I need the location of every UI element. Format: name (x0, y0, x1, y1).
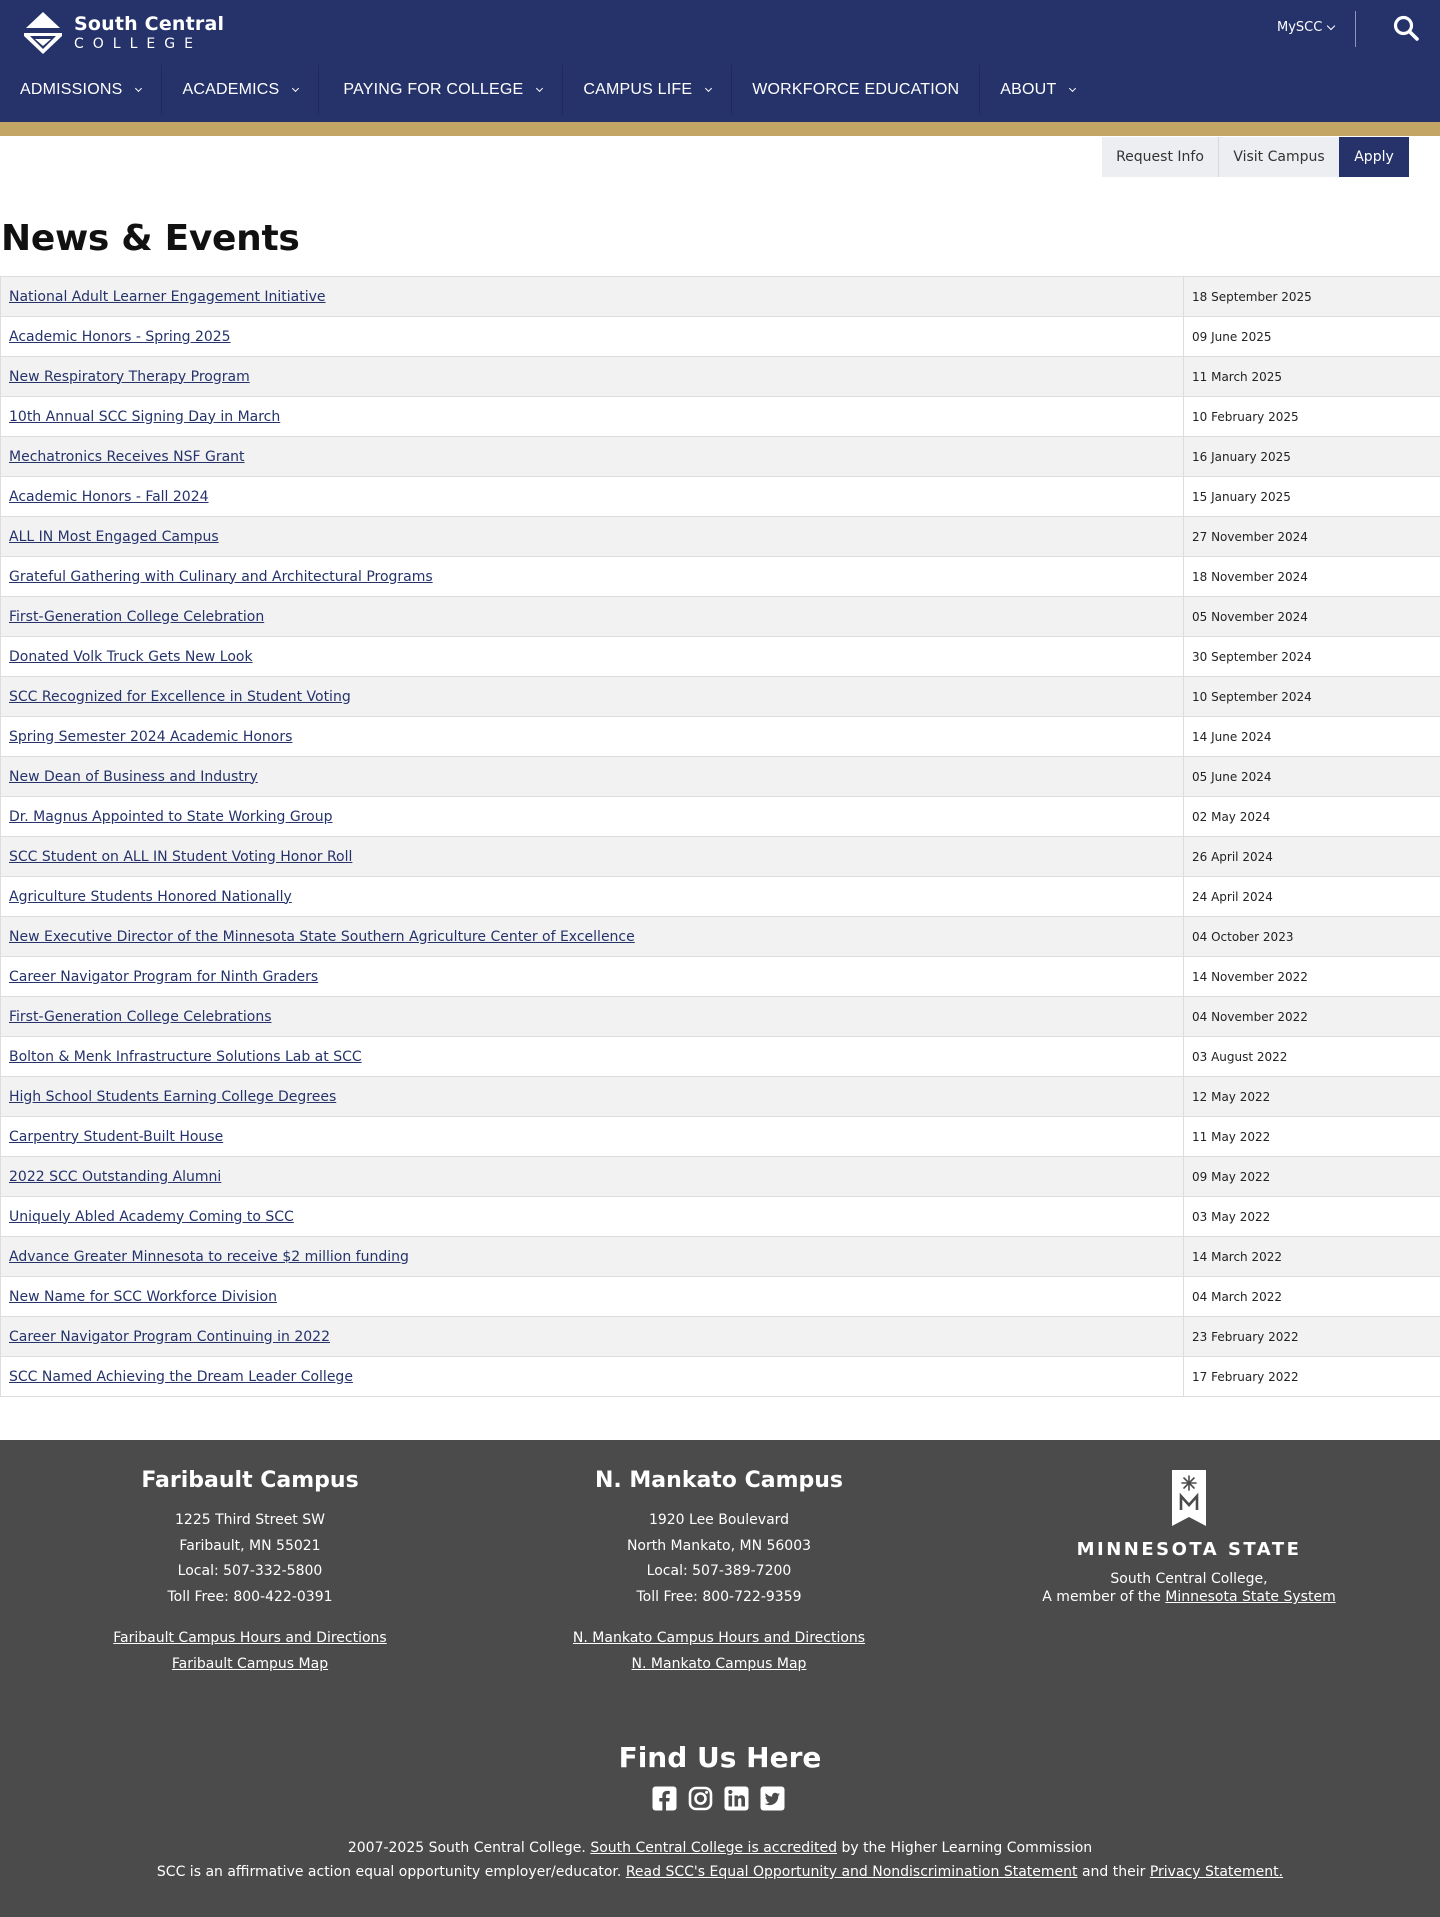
faribault-campus (20, 1466, 480, 1677)
news-table (0, 276, 1440, 1397)
news-title-cell (1, 1077, 1184, 1117)
news-link[interactable]: Career Navigator Program for Ninth Graders (9, 968, 319, 985)
news-date: 14 November 2022 (1192, 969, 1308, 984)
table-row (1, 1197, 1440, 1237)
news-date-cell (1184, 477, 1440, 517)
news-date: 10 September 2024 (1192, 689, 1312, 704)
news-title-cell (1, 717, 1184, 757)
faribault-local-phone: Local: 507-332-5800 (177, 1563, 323, 1579)
faribault-campus-title: Faribault Campus (141, 1468, 359, 1493)
nav-campus-life[interactable] (563, 65, 732, 115)
table-row (1, 517, 1440, 557)
logo-text (74, 15, 224, 51)
table-row (1, 1317, 1440, 1357)
news-title-cell (1, 557, 1184, 597)
news-link[interactable]: First-Generation College Celebrations (9, 1008, 272, 1025)
news-link[interactable]: Dr. Magnus Appointed to State Working Group (9, 808, 333, 825)
news-date: 10 February 2025 (1192, 409, 1299, 424)
mankato-address1: 1920 Lee Boulevard (648, 1512, 790, 1528)
news-date: 16 January 2025 (1192, 449, 1291, 464)
news-link[interactable]: 2022 SCC Outstanding Alumni (9, 1168, 222, 1185)
mankato-links (489, 1625, 949, 1677)
news-date: 04 November 2022 (1192, 1009, 1308, 1024)
member-statement (1029, 1570, 1349, 1606)
news-date-cell (1184, 997, 1440, 1037)
news-date-cell (1184, 557, 1440, 597)
nav-about-label: ABOUT (1000, 81, 1057, 98)
table-row (1, 317, 1440, 357)
news-date: 03 May 2022 (1192, 1209, 1271, 1224)
news-date-cell (1184, 717, 1440, 757)
member-line1: South Central College, (1110, 1571, 1268, 1587)
faribault-map-link[interactable]: Faribault Campus Map (171, 1656, 329, 1672)
instagram-icon (688, 1786, 713, 1811)
chevron-down-icon (135, 85, 142, 92)
news-date: 24 April 2024 (1192, 889, 1273, 904)
news-date-cell (1184, 837, 1440, 877)
table-row (1, 277, 1440, 317)
table-row (1, 677, 1440, 717)
news-title-cell (1, 797, 1184, 837)
news-link[interactable]: Bolton & Menk Infrastructure Solutions Lab at SCC (9, 1048, 362, 1065)
news-date: 11 March 2025 (1192, 369, 1283, 384)
table-row (1, 1357, 1440, 1397)
chevron-down-icon (292, 85, 299, 92)
news-date: 30 September 2024 (1192, 649, 1312, 664)
table-row (1, 997, 1440, 1037)
news-date-cell (1184, 1117, 1440, 1157)
news-link[interactable]: SCC Recognized for Excellence in Student Voting (9, 688, 351, 705)
news-title-cell (1, 1237, 1184, 1277)
social-links (652, 1786, 785, 1811)
news-link[interactable]: Advance Greater Minnesota to receive $2 million funding (9, 1248, 409, 1265)
news-date-cell (1184, 1157, 1440, 1197)
news-link[interactable]: New Dean of Business and Industry (9, 768, 258, 785)
south-central-college-logo-icon (22, 11, 64, 55)
news-title-cell (1, 757, 1184, 797)
mankato-address2: North Mankato, MN 56003 (626, 1537, 812, 1554)
table-row (1, 1277, 1440, 1317)
find-us-heading: Find Us Here (618, 1741, 822, 1774)
nav-paying-for-college[interactable] (319, 65, 563, 115)
news-date-cell (1184, 357, 1440, 397)
nav-academics[interactable] (162, 65, 319, 115)
news-title-cell (1, 597, 1184, 637)
news-link[interactable]: New Respiratory Therapy Program (9, 368, 250, 385)
news-title-cell (1, 837, 1184, 877)
news-link[interactable]: New Executive Director of the Minnesota State Southern Agriculture Center of Excellence (9, 928, 635, 945)
news-title-cell (1, 397, 1184, 437)
faribault-hours-link[interactable]: Faribault Campus Hours and Directions (113, 1630, 387, 1646)
myscc-label: MySCC (1277, 20, 1323, 35)
table-row (1, 717, 1440, 757)
table-row (1, 1077, 1440, 1117)
news-date: 14 March 2022 (1192, 1249, 1283, 1264)
apply-button[interactable]: Apply (1339, 137, 1409, 177)
chevron-down-icon (536, 85, 543, 92)
faribault-links (20, 1625, 480, 1677)
cta-group (1102, 137, 1409, 177)
news-date-cell (1184, 797, 1440, 837)
accreditation-suffix: by the Higher Learning Commission (837, 1840, 1093, 1856)
news-title-cell (1, 1037, 1184, 1077)
news-date-cell (1184, 677, 1440, 717)
linkedin-link[interactable] (724, 1786, 749, 1811)
table-row (1, 877, 1440, 917)
nav-admissions[interactable] (0, 65, 162, 115)
news-date: 15 January 2025 (1192, 489, 1291, 504)
news-date: 23 February 2022 (1192, 1329, 1299, 1344)
news-link[interactable]: ALL IN Most Engaged Campus (9, 528, 219, 545)
news-date-cell (1184, 277, 1440, 317)
news-date-cell (1184, 517, 1440, 557)
nav-admissions-label: ADMISSIONS (20, 81, 123, 98)
news-link[interactable]: SCC Named Achieving the Dream Leader College (9, 1368, 353, 1385)
news-date: 05 June 2024 (1192, 769, 1272, 784)
news-link[interactable]: First-Generation College Celebration (9, 608, 265, 625)
news-date: 18 September 2025 (1192, 289, 1312, 304)
table-row (1, 1157, 1440, 1197)
news-link[interactable]: 10th Annual SCC Signing Day in March (9, 408, 281, 425)
mankato-map-link[interactable]: N. Mankato Campus Map (631, 1656, 807, 1672)
news-date-cell (1184, 437, 1440, 477)
legal-text (0, 1836, 1440, 1884)
table-row (1, 837, 1440, 877)
news-date-cell (1184, 957, 1440, 997)
news-link[interactable]: National Adult Learner Engagement Initiative (9, 288, 326, 305)
table-row (1, 1117, 1440, 1157)
member-prefix: A member of the (1042, 1589, 1166, 1605)
search-button[interactable] (1392, 14, 1420, 42)
news-date-cell (1184, 317, 1440, 357)
chevron-down-icon (705, 85, 712, 92)
news-date: 26 April 2024 (1192, 849, 1273, 864)
chevron-down-icon (1069, 85, 1076, 92)
nondiscrimination-statement-link[interactable]: Read SCC's Equal Opportunity and Nondiscrimination Statement (625, 1864, 1078, 1880)
legal-line1 (0, 1836, 1440, 1860)
news-date-cell (1184, 917, 1440, 957)
eeo-text: SCC is an affirmative action equal opportunity employer/educator. (156, 1864, 626, 1880)
news-date: 17 February 2022 (1192, 1369, 1299, 1384)
news-date-cell (1184, 1357, 1440, 1397)
news-date: 09 May 2022 (1192, 1169, 1271, 1184)
news-link[interactable]: Academic Honors - Spring 2025 (9, 328, 231, 345)
visit-campus-button[interactable]: Visit Campus (1219, 137, 1339, 177)
minnesota-state-system-link[interactable]: Minnesota State System (1165, 1589, 1336, 1605)
news-date-cell (1184, 1077, 1440, 1117)
news-title-cell (1, 637, 1184, 677)
news-date: 14 June 2024 (1192, 729, 1272, 744)
news-date-cell (1184, 1317, 1440, 1357)
nav-about[interactable] (980, 65, 1095, 115)
news-title-cell (1, 877, 1184, 917)
table-row (1, 1037, 1440, 1077)
legal-connector: and their (1077, 1864, 1150, 1880)
news-date-cell (1184, 637, 1440, 677)
news-title-cell (1, 957, 1184, 997)
table-row (1, 357, 1440, 397)
nav-workforce-education[interactable] (732, 65, 980, 115)
news-date: 05 November 2024 (1192, 609, 1308, 624)
news-date: 04 March 2022 (1192, 1289, 1283, 1304)
news-title-cell (1, 477, 1184, 517)
news-title-cell (1, 1317, 1184, 1357)
minnesota-state-name: MINNESOTA STATE (1076, 1539, 1302, 1560)
news-date-cell (1184, 1037, 1440, 1077)
news-date: 09 June 2025 (1192, 329, 1272, 344)
site-header (0, 0, 1440, 122)
mankato-campus-title: N. Mankato Campus (594, 1468, 843, 1493)
table-row (1, 957, 1440, 997)
news-title-cell (1, 317, 1184, 357)
news-title-cell (1, 1277, 1184, 1317)
mankato-tollfree-phone: Toll Free: 800-722-9359 (636, 1588, 802, 1605)
nav-campus-life-label: CAMPUS LIFE (583, 81, 693, 98)
news-date: 02 May 2024 (1192, 809, 1271, 824)
news-link[interactable]: Career Navigator Program Continuing in 2022 (9, 1328, 330, 1345)
gold-accent-bar (0, 122, 1440, 136)
table-row (1, 757, 1440, 797)
faribault-address2: Faribault, MN 55021 (179, 1537, 321, 1554)
nav-workforce-education-label: WORKFORCE EDUCATION (752, 81, 960, 98)
news-title-cell (1, 677, 1184, 717)
news-date-cell (1184, 877, 1440, 917)
chevron-down-icon (1327, 22, 1335, 30)
twitter-icon (760, 1786, 785, 1811)
news-title-cell (1, 1197, 1184, 1237)
table-row (1, 597, 1440, 637)
home-logo-link[interactable] (22, 10, 224, 56)
news-link[interactable]: Carpentry Student-Built House (9, 1128, 224, 1145)
faribault-tollfree-phone: Toll Free: 800-422-0391 (167, 1588, 333, 1605)
table-row (1, 557, 1440, 597)
mankato-campus (489, 1466, 949, 1677)
news-title-cell (1, 517, 1184, 557)
nav-academics-label: ACADEMICS (182, 81, 280, 98)
news-date-cell (1184, 1197, 1440, 1237)
news-date-cell (1184, 597, 1440, 637)
news-title-cell (1, 437, 1184, 477)
nav-paying-for-college-label: PAYING FOR COLLEGE (343, 81, 524, 98)
news-link[interactable]: Agriculture Students Honored Nationally (9, 888, 292, 905)
minnesota-state-logo-icon[interactable] (1172, 1470, 1206, 1526)
news-link[interactable]: High School Students Earning College Degrees (9, 1088, 337, 1105)
news-date-cell (1184, 757, 1440, 797)
news-link[interactable]: Spring Semester 2024 Academic Honors (9, 728, 293, 745)
privacy-statement-link[interactable]: Privacy Statement. (1149, 1864, 1284, 1880)
table-row (1, 1237, 1440, 1277)
table-row (1, 477, 1440, 517)
linkedin-icon (724, 1786, 749, 1811)
logo-line1: South Central (74, 13, 225, 35)
news-link[interactable]: SCC Student on ALL IN Student Voting Honor Roll (9, 848, 353, 865)
header-divider (1355, 11, 1356, 47)
news-title-cell (1, 357, 1184, 397)
legal-line2 (0, 1860, 1440, 1884)
news-date-cell (1184, 397, 1440, 437)
site-footer (0, 1440, 1440, 1917)
news-link[interactable]: Uniquely Abled Academy Coming to SCC (9, 1208, 294, 1225)
news-title-cell (1, 277, 1184, 317)
news-link[interactable]: Academic Honors - Fall 2024 (9, 488, 209, 505)
news-link[interactable]: Donated Volk Truck Gets New Look (9, 648, 253, 665)
news-title-cell (1, 1357, 1184, 1397)
table-row (1, 797, 1440, 837)
news-date-cell (1184, 1277, 1440, 1317)
instagram-link[interactable] (688, 1786, 713, 1811)
news-date: 27 November 2024 (1192, 529, 1308, 544)
news-date-cell (1184, 1237, 1440, 1277)
news-date: 11 May 2022 (1192, 1129, 1271, 1144)
logo-line2: COLLEGE (74, 36, 202, 52)
mankato-hours-link[interactable]: N. Mankato Campus Hours and Directions (572, 1630, 866, 1646)
table-row (1, 437, 1440, 477)
page-title: News & Events (1, 218, 300, 259)
news-title-cell (1, 1117, 1184, 1157)
news-title-cell (1, 917, 1184, 957)
facebook-icon (652, 1786, 677, 1811)
news-link[interactable]: New Name for SCC Workforce Division (9, 1288, 277, 1305)
news-date: 04 October 2023 (1192, 929, 1294, 944)
facebook-link[interactable] (652, 1786, 677, 1811)
copyright-text: 2007-2025 South Central College. (347, 1840, 591, 1856)
news-link[interactable]: Grateful Gathering with Culinary and Architectural Programs (9, 568, 433, 585)
table-row (1, 397, 1440, 437)
table-row (1, 637, 1440, 677)
search-icon (1392, 14, 1420, 42)
faribault-address1: 1225 Third Street SW (175, 1512, 325, 1528)
news-date: 03 August 2022 (1192, 1049, 1288, 1064)
twitter-link[interactable] (760, 1786, 785, 1811)
member-line2 (1029, 1588, 1349, 1606)
request-info-button[interactable]: Request Info (1102, 137, 1219, 177)
news-table-body (1, 277, 1440, 1397)
table-row (1, 917, 1440, 957)
news-title-cell (1, 997, 1184, 1037)
main-nav (0, 65, 1440, 115)
news-date: 12 May 2022 (1192, 1089, 1271, 1104)
mankato-local-phone: Local: 507-389-7200 (646, 1563, 792, 1579)
news-title-cell (1, 1157, 1184, 1197)
news-date: 18 November 2024 (1192, 569, 1308, 584)
minnesota-state-block (1029, 1470, 1349, 1606)
myscc-dropdown[interactable] (1277, 20, 1334, 35)
accreditation-link[interactable]: South Central College is accredited (590, 1840, 837, 1856)
news-link[interactable]: Mechatronics Receives NSF Grant (9, 448, 245, 465)
